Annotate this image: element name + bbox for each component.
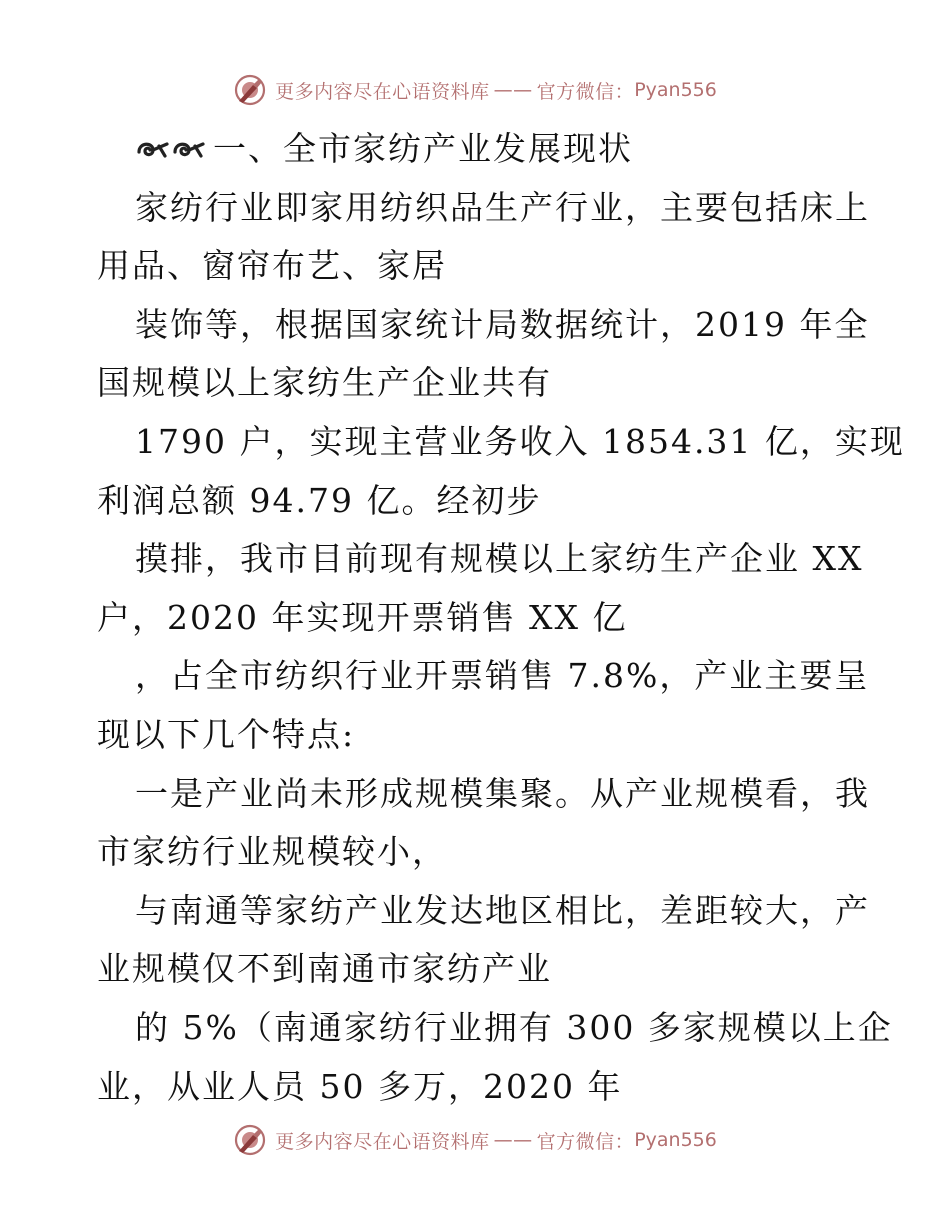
- paragraph-line: 市家纺行业规模较小，: [97, 832, 447, 872]
- paragraph-line: 一是产业尚未形成规模集聚。从产业规模看，我: [135, 773, 870, 813]
- paragraph-line: 利润总额 94.79 亿。经初步: [97, 480, 542, 520]
- paragraph-line: 户，2020 年实现开票销售 XX 亿: [97, 597, 628, 637]
- paragraph-line: 摸排，我市目前现有规模以上家纺生产企业 XX: [135, 539, 864, 579]
- heading-text: 一、全市家纺产业发展现状: [213, 129, 633, 168]
- section-heading: [97, 120, 857, 179]
- paragraph-line: 业规模仅不到南通市家纺产业: [97, 949, 552, 989]
- paragraph-line: 业，从业人员 50 多万，2020 年: [97, 1066, 623, 1106]
- separator: ——: [493, 79, 533, 101]
- decorative-swirl-icon: [135, 134, 213, 164]
- paragraph-line: 国规模以上家纺生产企业共有: [97, 363, 552, 403]
- pen-logo-icon: [233, 1123, 267, 1157]
- paragraph-line: ，占全市纺织行业开票销售 7.8%，产业主要呈: [135, 656, 870, 696]
- pen-logo-icon: [233, 73, 267, 107]
- header-watermark-banner: [0, 70, 950, 110]
- wechat-label: 官方微信：: [536, 80, 635, 103]
- paragraph-line: 的 5%（南通家纺行业拥有 300 多家规模以上企: [135, 1007, 893, 1047]
- brand-text: 更多内容尽在心语资料库: [275, 1130, 490, 1153]
- paragraph-line: 与南通等家纺产业发达地区相比，差距较大，产: [135, 890, 870, 930]
- paragraph-line: 1790 户，实现主营业务收入 1854.31 亿，实现: [135, 421, 905, 461]
- paragraph-line: 用品、窗帘布艺、家居: [97, 246, 447, 286]
- wechat-id: Pyan556: [634, 79, 717, 101]
- footer-watermark-banner: [0, 1120, 950, 1160]
- wechat-label: 官方微信：: [536, 1130, 635, 1153]
- paragraph-line: 家纺行业即家用纺织品生产行业，主要包括床上: [135, 187, 870, 227]
- brand-text: 更多内容尽在心语资料库: [275, 80, 490, 103]
- wechat-id: Pyan556: [634, 1129, 717, 1151]
- paragraph-line: 装饰等，根据国家统计局数据统计，2019 年全: [135, 304, 870, 344]
- separator: ——: [493, 1129, 533, 1151]
- paragraph-line: 现以下几个特点:: [97, 714, 356, 754]
- document-body: [97, 120, 905, 1116]
